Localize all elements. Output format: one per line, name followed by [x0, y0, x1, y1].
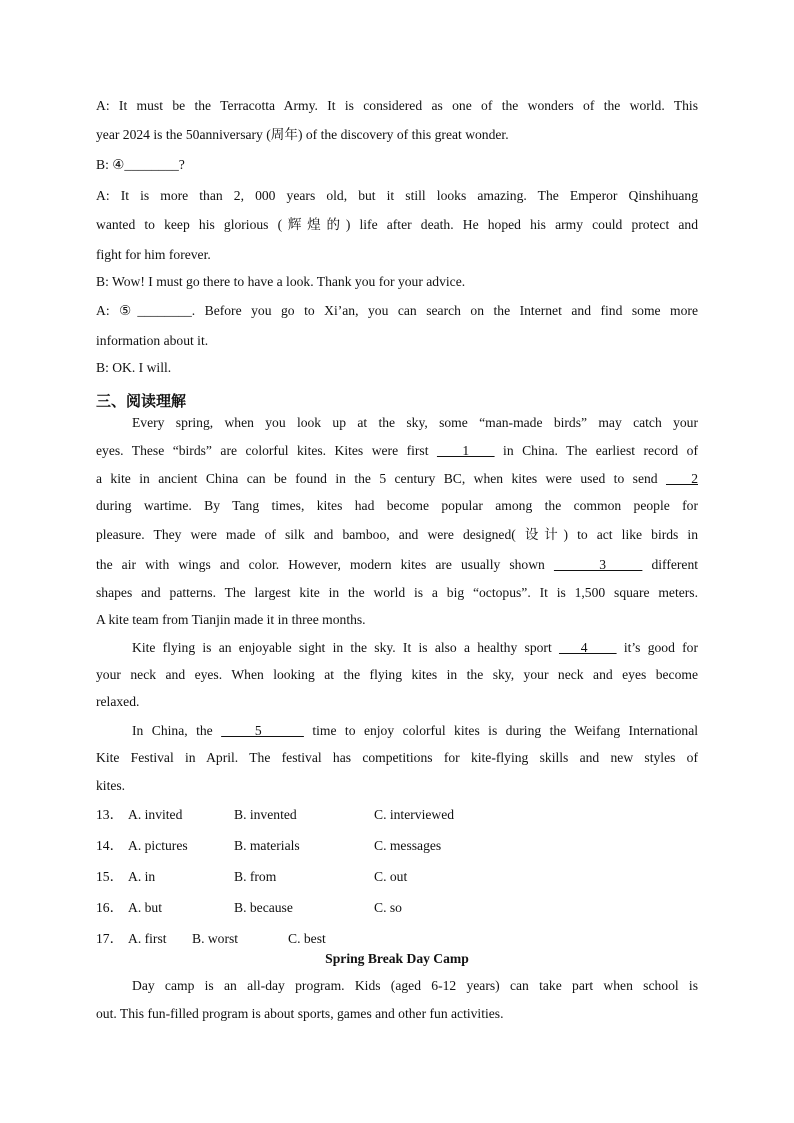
passage-line [96, 556, 698, 574]
option-b[interactable]: B. because [234, 900, 293, 915]
passage-text: Kite flying is an enjoyable sight in the sky. It is also a healthy sport [132, 640, 559, 655]
option-b[interactable]: B. from [234, 869, 277, 884]
dialogue-line: year 2024 is the 50anniversary (周年) of the discovery of this great wonder. [96, 127, 509, 142]
question-number: 14． [96, 838, 124, 853]
option-c[interactable]: C. out [374, 869, 408, 884]
passage-line: pleasure. They were made of silk and bamboo, and were designed( 设计) to act like birds in [96, 527, 698, 542]
passage-line [96, 639, 698, 657]
question-number: 15． [96, 869, 124, 884]
passage-title: Spring Break Day Camp [325, 951, 469, 966]
question-number: 17． [96, 931, 124, 946]
dialogue-line: A: It must be the Terracotta Army. It is considered as one of the wonders of the world. This [96, 98, 698, 113]
option-a[interactable]: A. invited [128, 807, 183, 822]
option-a[interactable]: A. first [128, 931, 167, 946]
question-number: 16． [96, 900, 124, 915]
option-c[interactable]: C. best [288, 931, 326, 946]
option-a[interactable]: A. but [128, 900, 162, 915]
question-17 [96, 930, 698, 948]
option-b[interactable]: B. worst [192, 931, 239, 946]
question-15 [96, 868, 698, 886]
dialogue-line: B: Wow! I must go there to have a look. Thank you for your advice. [96, 274, 466, 289]
passage-line: Day camp is an all-day program. Kids (aged 6-12 years) can take part when school is [132, 978, 698, 993]
blank-1: 1 [436, 443, 495, 458]
passage-text: different [642, 557, 699, 572]
blank-4: 4 [558, 640, 617, 655]
option-c[interactable]: C. messages [374, 838, 442, 853]
passage-line [96, 442, 698, 460]
passage-line: A kite team from Tianjin made it in three months. [96, 612, 366, 627]
section-heading: 三、阅读理解 [96, 392, 187, 410]
passage-text: a kite in ancient China can be found in the 5 century BC, when kites were used to send [96, 471, 666, 486]
passage-line: Every spring, when you look up at the sky, some “man-made birds” may catch your [132, 415, 698, 430]
passage-text: eyes. These “birds” are colorful kites. Kites were first [96, 443, 437, 458]
passage-text: the air with wings and color. However, modern kites are usually shown [96, 557, 554, 572]
dialogue-line: B: OK. I will. [96, 360, 172, 375]
passage-line: shapes and patterns. The largest kite in the world is a big “octopus”. It is 1,500 square meters. [96, 585, 698, 600]
blank-2: 2 [665, 471, 698, 486]
blank-3: 3 [553, 557, 643, 572]
question-14 [96, 837, 698, 855]
option-c[interactable]: C. interviewed [374, 807, 455, 822]
option-a[interactable]: A. pictures [128, 838, 188, 853]
passage-line: out. This fun-filled program is about sports, games and other fun activities. [96, 1006, 504, 1021]
dialogue-line: A: It is more than 2, 000 years old, but it still looks amazing. The Emperor Qinshihuang [96, 188, 698, 203]
passage-line: during wartime. By Tang times, kites had become popular among the common people for [96, 498, 698, 513]
question-16 [96, 899, 698, 917]
passage-line: relaxed. [96, 694, 140, 709]
passage-line [96, 722, 698, 740]
passage-text: time to enjoy colorful kites is during the Weifang International [303, 723, 699, 738]
blank-5: 5 [221, 723, 304, 738]
passage-line [96, 470, 698, 488]
dialogue-line: information about it. [96, 333, 209, 348]
dialogue-line: B: ④________? [96, 157, 185, 172]
dialogue-line: wanted to keep his glorious (辉煌的) life after death. He hoped his army could protect and [96, 217, 698, 232]
passage-text: in China. The earliest record of [494, 443, 699, 458]
option-a[interactable]: A. in [128, 869, 156, 884]
option-b[interactable]: B. materials [234, 838, 300, 853]
question-number: 13． [96, 807, 124, 822]
passage-line: kites. [96, 778, 126, 793]
option-b[interactable]: B. invented [234, 807, 297, 822]
passage-text: it’s good for [616, 640, 699, 655]
question-13 [96, 806, 698, 824]
passage-line: Kite Festival in April. The festival has competitions for kite-flying skills and new styles of [96, 750, 698, 765]
dialogue-line: A: ⑤________. Before you go to Xi’an, you can search on the Internet and find some more [96, 303, 698, 318]
passage-text: In China, the [132, 723, 222, 738]
dialogue-line: fight for him forever. [96, 247, 211, 262]
option-c[interactable]: C. so [374, 900, 402, 915]
passage-line: your neck and eyes. When looking at the flying kites in the sky, your neck and eyes become [96, 667, 698, 682]
